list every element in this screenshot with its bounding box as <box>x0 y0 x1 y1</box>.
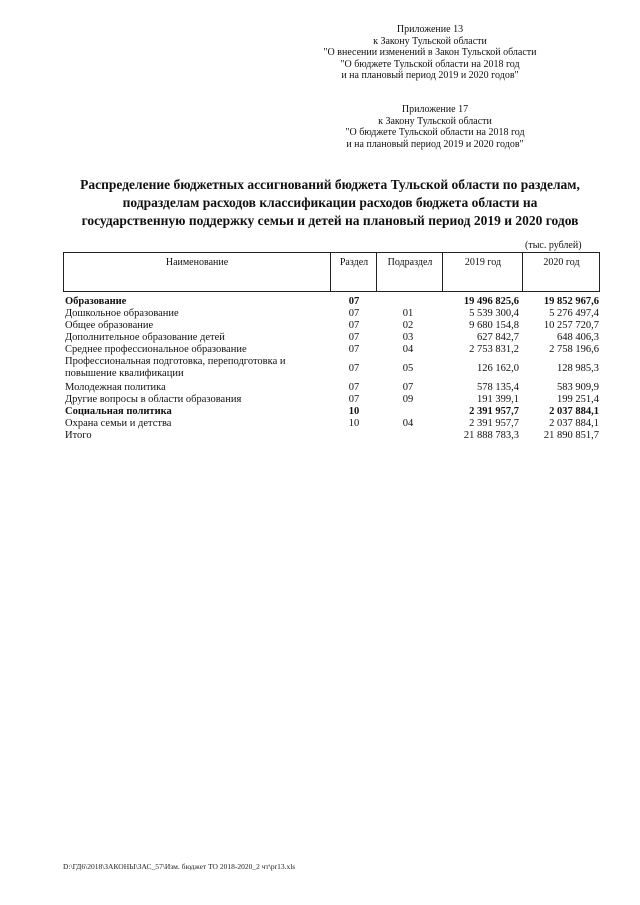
table-row <box>63 296 600 308</box>
row-2020: 19 852 967,6 <box>543 296 599 307</box>
row-subsection: 05 <box>402 363 414 374</box>
table-row <box>63 308 600 320</box>
header-2020: 2020 год <box>543 257 580 268</box>
row-2019: 126 162,0 <box>477 363 519 374</box>
row-name: Дополнительное образование детей <box>65 332 225 343</box>
annex-17-line: к Закону Тульской области <box>378 115 492 127</box>
table-row <box>63 356 600 382</box>
row-2020: 128 985,3 <box>557 363 599 374</box>
table-row-total <box>63 430 600 442</box>
header-subsection-cell <box>376 253 443 291</box>
row-subsection: 04 <box>402 418 414 429</box>
title-line: Распределение бюджетных ассигнований бюджета Тульской области по разделам, <box>80 177 580 192</box>
annex-17-block <box>305 104 565 150</box>
row-2020: 648 406,3 <box>557 332 599 343</box>
row-section: 07 <box>348 296 360 307</box>
row-name: Другие вопросы в области образования <box>65 394 242 405</box>
row-section: 07 <box>348 308 360 319</box>
header-2019: 2019 год <box>464 257 502 268</box>
row-name: Социальная политика <box>65 406 172 417</box>
row-section: 07 <box>348 332 360 343</box>
table-row <box>63 382 600 394</box>
header-subsection: Подраздел <box>387 257 433 268</box>
row-2019: 21 888 783,3 <box>463 430 519 441</box>
annex-17-line: "О бюджете Тульской области на 2018 год <box>345 127 525 138</box>
row-name: Итого <box>65 430 92 441</box>
title-line: государственную поддержку семьи и детей на плановый период 2019 и 2020 годов <box>81 213 579 228</box>
table-header <box>63 252 600 292</box>
row-2020: 2 758 196,6 <box>549 344 599 355</box>
row-name: Молодежная политика <box>65 382 166 393</box>
document-title <box>40 176 620 230</box>
row-2020: 21 890 851,7 <box>543 430 599 441</box>
annex-13-line: "О внесении изменений в Закон Тульской области <box>323 47 537 58</box>
row-2019: 19 496 825,6 <box>463 296 519 307</box>
row-name: Профессиональная подготовка, переподготовка и повышение квалификации <box>65 356 286 379</box>
header-section-cell <box>330 253 377 291</box>
table-row <box>63 394 600 406</box>
header-2020-cell <box>522 253 600 291</box>
row-subsection: 01 <box>402 308 414 319</box>
row-name: Охрана семьи и детства <box>65 418 172 429</box>
annex-13-line: Приложение 13 <box>396 24 464 35</box>
table-row <box>63 332 600 344</box>
row-subsection: 03 <box>402 332 414 343</box>
row-section: 07 <box>348 344 360 355</box>
row-2019: 9 680 154,8 <box>469 320 519 331</box>
header-name-cell <box>64 253 330 291</box>
header-2019-cell <box>442 253 523 291</box>
row-2019: 2 391 957,7 <box>469 406 519 417</box>
row-2020: 2 037 884,1 <box>549 406 599 417</box>
row-2020: 2 037 884,1 <box>549 418 599 429</box>
row-name: Дошкольное образование <box>65 308 179 319</box>
row-section: 10 <box>348 418 360 429</box>
header-name: Наименование <box>165 257 229 268</box>
row-2019: 191 399,1 <box>477 394 519 405</box>
row-2019: 627 842,7 <box>477 332 519 343</box>
row-section: 07 <box>348 320 360 331</box>
annex-13-line: к Закону Тульской области <box>373 35 487 47</box>
row-2020: 10 257 720,7 <box>543 320 599 331</box>
row-subsection: 09 <box>402 394 414 405</box>
row-2019: 2 391 957,7 <box>469 418 519 429</box>
annex-17-line: и на плановый период 2019 и 2020 годов" <box>346 138 524 150</box>
row-2019: 578 135,4 <box>477 382 519 393</box>
file-path-footer: D:\ГД6\2018\ЗАКОНЫ\ЗАС_57\Изм. бюджет ТО 2018-2020_2 чт\pr13.xls <box>63 862 296 871</box>
row-subsection: 04 <box>402 344 414 355</box>
annex-17-line: Приложение 17 <box>401 104 469 115</box>
row-section: 10 <box>348 406 360 417</box>
row-2020: 583 909,9 <box>557 382 599 393</box>
row-2020: 5 276 497,4 <box>549 308 599 319</box>
row-2019: 2 753 831,2 <box>469 344 519 355</box>
annex-13-line: "О бюджете Тульской области на 2018 год <box>340 58 520 70</box>
row-name: Образование <box>65 296 127 307</box>
table-row <box>63 320 600 332</box>
annex-13-block <box>300 24 560 82</box>
header-section: Раздел <box>339 257 369 268</box>
row-2019: 5 539 300,4 <box>469 308 519 319</box>
annex-13-line: и на плановый период 2019 и 2020 годов" <box>341 70 519 81</box>
table-row <box>63 418 600 430</box>
table-row <box>63 406 600 418</box>
row-subsection: 07 <box>402 382 414 393</box>
units-label: (тыс. рублей) <box>525 240 582 251</box>
row-subsection: 02 <box>402 320 414 331</box>
row-2020: 199 251,4 <box>557 394 599 405</box>
row-section: 07 <box>348 394 360 405</box>
row-name: Среднее профессиональное образование <box>65 344 247 355</box>
row-section: 07 <box>348 382 360 393</box>
row-section: 07 <box>348 363 360 374</box>
row-name: Общее образование <box>65 320 154 331</box>
table-body <box>63 296 600 442</box>
table-row <box>63 344 600 356</box>
title-line: подразделам расходов классификации расходов бюджета области на <box>122 195 538 210</box>
